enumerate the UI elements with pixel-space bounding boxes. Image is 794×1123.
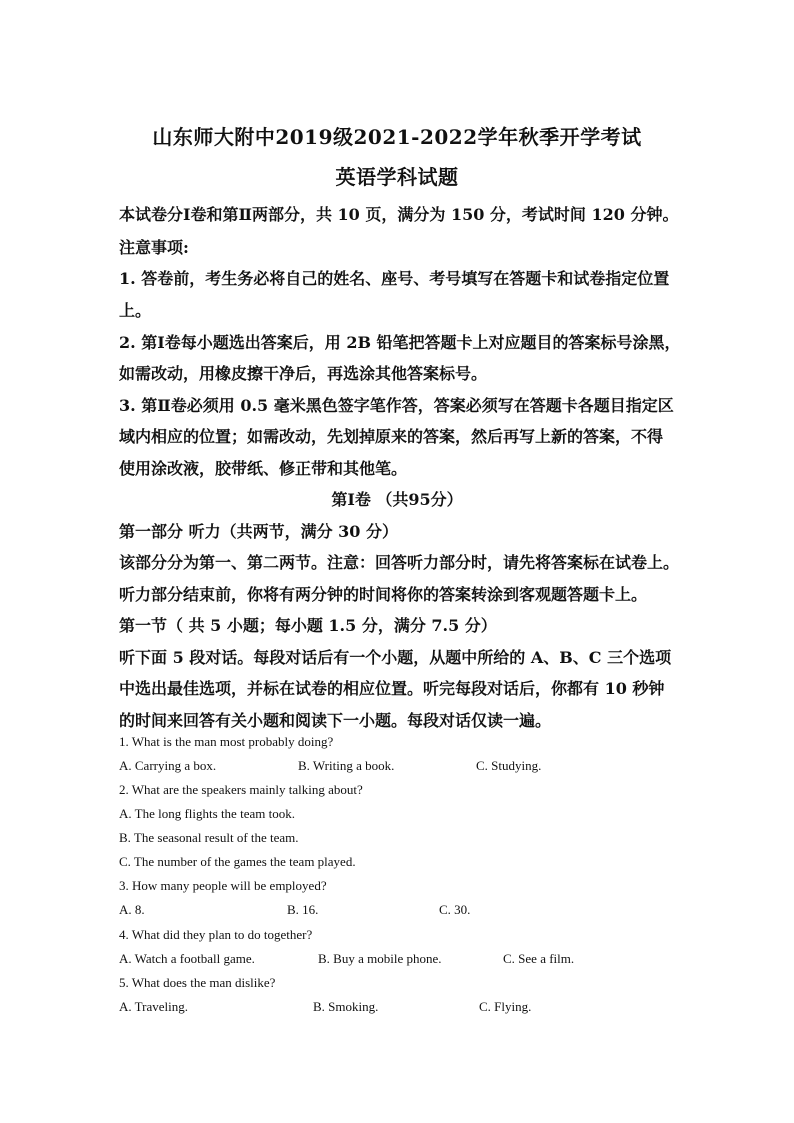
volume-title: 第Ⅰ卷 （共95分） xyxy=(331,490,463,509)
question-2-option-a: A. The long flights the team took. xyxy=(119,806,295,821)
note-1-line-1: 1. 答卷前，考生务必将自己的姓名、座号、考号填写在答题卡和试卷指定位置 xyxy=(119,269,670,288)
note-3-line-2: 域内相应的位置；如需改动，先划掉原来的答案，然后再写上新的答案，不得 xyxy=(119,427,664,446)
instruction-line-3: 的时间来回答有关小题和阅读下一小题。每段对话仅读一遍。 xyxy=(119,711,552,730)
part-desc-line-1: 该部分分为第一、第二两节。注意：回答听力部分时，请先将答案标在试卷上。 xyxy=(119,553,680,572)
instruction-line-1: 听下面 5 段对话。每段对话后有一个小题，从题中所给的 A、B、C 三个选项 xyxy=(119,648,672,667)
question-5-option-c: C. Flying. xyxy=(479,999,532,1014)
note-2-line-1: 2. 第Ⅰ卷每小题选出答案后，用 2B 铅笔把答题卡上对应题目的答案标号涂黑， xyxy=(119,333,681,352)
note-3-line-3: 使用涂改液，胶带纸、修正带和其他笔。 xyxy=(119,459,408,478)
question-3: 3. How many people will be employed? xyxy=(119,878,327,893)
question-5: 5. What does the man dislike? xyxy=(119,975,276,990)
part-desc-line-2: 听力部分结束前，你将有两分钟的时间将你的答案转涂到客观题答题卡上。 xyxy=(119,585,648,604)
question-3-option-a: A. 8. xyxy=(119,902,145,917)
exam-title: 山东师大附中2019级2021-2022学年秋季开学考试 xyxy=(152,125,642,149)
note-2-line-2: 如需改动，用橡皮擦干净后，再选涂其他答案标号。 xyxy=(119,364,488,383)
question-4: 4. What did they plan to do together? xyxy=(119,927,313,942)
question-5-option-b: B. Smoking. xyxy=(313,999,379,1014)
subsection-title: 第一节（ 共 5 小题；每小题 1.5 分，满分 7.5 分） xyxy=(119,616,497,635)
question-5-option-a: A. Traveling. xyxy=(119,999,188,1014)
question-2-option-c: C. The number of the games the team played. xyxy=(119,854,356,869)
question-1-option-a: A. Carrying a box. xyxy=(119,758,217,773)
exam-subtitle: 英语学科试题 xyxy=(335,165,459,189)
note-1-line-2: 上。 xyxy=(119,301,152,320)
instruction-line-2: 中选出最佳选项，并标在试卷的相应位置。听完每段对话后，你都有 10 秒钟 xyxy=(119,679,665,698)
question-3-option-b: B. 16. xyxy=(287,902,319,917)
question-2-option-b: B. The seasonal result of the team. xyxy=(119,830,299,845)
question-1: 1. What is the man most probably doing? xyxy=(119,734,334,749)
exam-summary: 本试卷分Ⅰ卷和第Ⅱ两部分，共 10 页，满分为 150 分，考试时间 120 分钟。 xyxy=(119,205,679,224)
part-title: 第一部分 听力（共两节，满分 30 分） xyxy=(119,522,398,541)
question-1-option-b: B. Writing a book. xyxy=(298,758,395,773)
question-3-option-c: C. 30. xyxy=(439,902,471,917)
question-4-option-b: B. Buy a mobile phone. xyxy=(318,951,442,966)
question-1-option-c: C. Studying. xyxy=(476,758,542,773)
question-2: 2. What are the speakers mainly talking about? xyxy=(119,782,363,797)
question-4-option-c: C. See a film. xyxy=(503,951,575,966)
notice-heading: 注意事项: xyxy=(119,238,189,257)
question-4-option-a: A. Watch a football game. xyxy=(119,951,255,966)
note-3-line-1: 3. 第Ⅱ卷必须用 0.5 毫米黑色签字笔作答，答案必须写在答题卡各题目指定区 xyxy=(119,396,674,415)
